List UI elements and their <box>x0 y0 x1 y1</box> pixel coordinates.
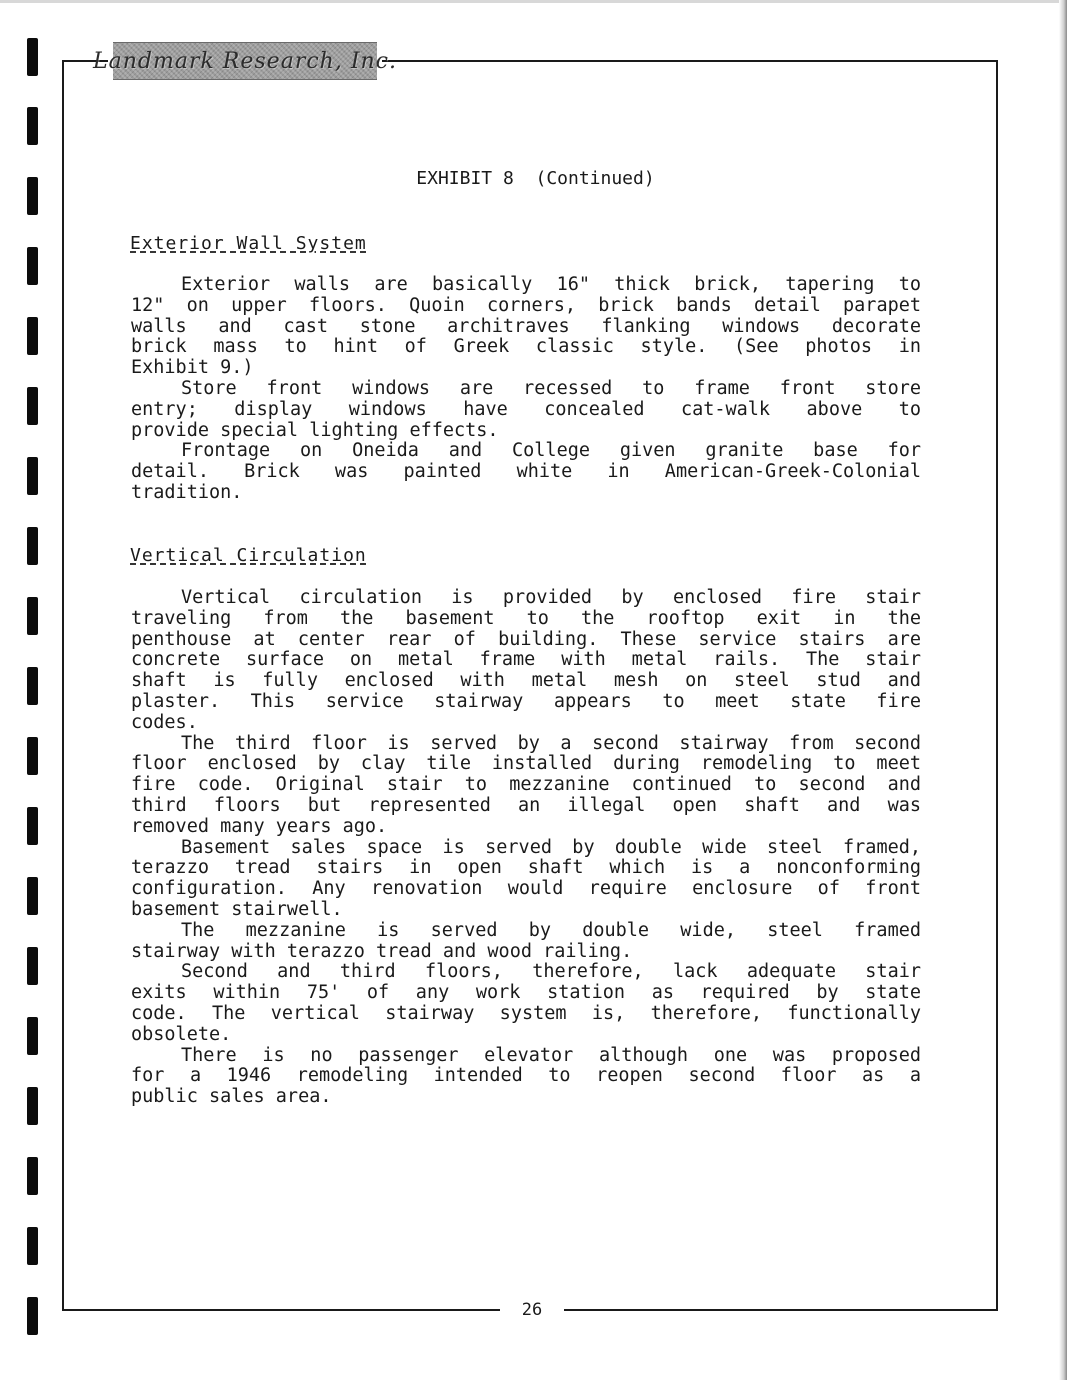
body-text-line: brick mass to hint of Greek classic style. (See photos in <box>131 336 921 358</box>
binder-hole <box>27 947 38 985</box>
binder-hole <box>27 807 38 845</box>
section-body-exterior-wall-system <box>131 275 921 504</box>
page-number: 26 <box>521 1300 543 1320</box>
body-text-line: The third floor is served by a second stairway from second <box>181 732 921 754</box>
scan-right-edge <box>1059 0 1067 1380</box>
binder-hole <box>27 527 38 565</box>
section-heading-vertical-circulation: Vertical Circulation <box>130 545 367 566</box>
binder-hole <box>27 597 38 635</box>
body-text-line: penthouse at center rear of building. These service stairs are <box>131 628 921 650</box>
body-text-line: stairway with terazzo tread and wood railing. <box>131 940 633 962</box>
scan-top-edge <box>0 0 1067 3</box>
binder-hole <box>27 387 38 425</box>
body-text-line: Exhibit 9.) <box>131 357 254 379</box>
body-text-line: entry; display windows have concealed cat-walk above to <box>131 398 921 420</box>
binder-punch-holes <box>27 0 39 1380</box>
binder-hole <box>27 1227 38 1265</box>
body-text-line: basement stairwell. <box>131 898 343 920</box>
body-text-line: public sales area. <box>131 1086 332 1108</box>
body-text-line: Second and third floors, therefore, lack adequate stair <box>181 961 921 983</box>
binder-hole <box>27 317 38 355</box>
body-text-line: traveling from the basement to the rooftop exit in the <box>131 607 921 629</box>
exhibit-title: EXHIBIT 8 (Continued) <box>416 168 655 189</box>
body-text-line: provide special lighting effects. <box>131 419 499 441</box>
body-text-line: tradition. <box>131 481 243 503</box>
body-text-line: shaft is fully enclosed with metal mesh on steel stud and <box>131 670 921 692</box>
body-text-line: for a 1946 remodeling intended to reopen second floor as a <box>131 1065 921 1087</box>
body-text-line: concrete surface on metal frame with metal rails. The stair <box>131 649 921 671</box>
section-body-vertical-circulation <box>131 588 921 1108</box>
body-text-line: code. The vertical stairway system is, therefore, functionally <box>131 1002 921 1024</box>
company-logo-text: Landmark Research, Inc. <box>93 48 397 74</box>
binder-hole <box>27 247 38 285</box>
body-text-line: There is no passenger elevator although one was proposed <box>181 1044 921 1066</box>
body-text-line: detail. Brick was painted white in American-Greek-Colonial <box>131 461 921 483</box>
binder-hole <box>27 1297 38 1335</box>
body-text-line: fire code. Original stair to mezzanine continued to second and <box>131 774 921 796</box>
body-text-line: codes. <box>131 711 198 733</box>
body-text-line: Vertical circulation is provided by enclosed fire stair <box>181 587 921 608</box>
body-text-line: configuration. Any renovation would require enclosure of front <box>131 878 921 900</box>
binder-hole <box>27 667 38 705</box>
binder-hole <box>27 1087 38 1125</box>
body-text-line: exits within 75' of any work station as required by state <box>131 982 921 1004</box>
body-text-line: plaster. This service stairway appears to meet state fire <box>131 690 921 712</box>
binder-hole <box>27 1157 38 1195</box>
binder-hole <box>27 877 38 915</box>
body-text-line: walls and cast stone architraves flanking windows decorate <box>131 315 921 337</box>
body-text-line: removed many years ago. <box>131 815 388 837</box>
binder-hole <box>27 457 38 495</box>
body-text-line: Exterior walls are basically 16" thick brick, tapering to <box>181 274 921 295</box>
binder-hole <box>27 38 38 76</box>
body-text-line: terazzo tread stairs in open shaft which is a nonconforming <box>131 857 921 879</box>
binder-hole <box>27 737 38 775</box>
section-heading-exterior-wall-system: Exterior Wall System <box>130 233 367 254</box>
body-text-line: floor enclosed by clay tile installed during remodeling to meet <box>131 753 921 775</box>
company-logo-banner <box>93 42 397 80</box>
body-text-line: Frontage on Oneida and College given granite base for <box>181 440 921 462</box>
body-text-line: obsolete. <box>131 1023 232 1045</box>
binder-hole <box>27 107 38 145</box>
body-text-line: The mezzanine is served by double wide, steel framed <box>181 919 921 941</box>
body-text-line: Basement sales space is served by double wide steel framed, <box>181 836 921 858</box>
body-text-line: third floors but represented an illegal open shaft and was <box>131 794 921 816</box>
binder-hole <box>27 1017 38 1055</box>
body-text-line: Store front windows are recessed to frame front store <box>181 377 921 399</box>
body-text-line: 12" on upper floors. Quoin corners, brick bands detail parapet <box>131 294 921 316</box>
